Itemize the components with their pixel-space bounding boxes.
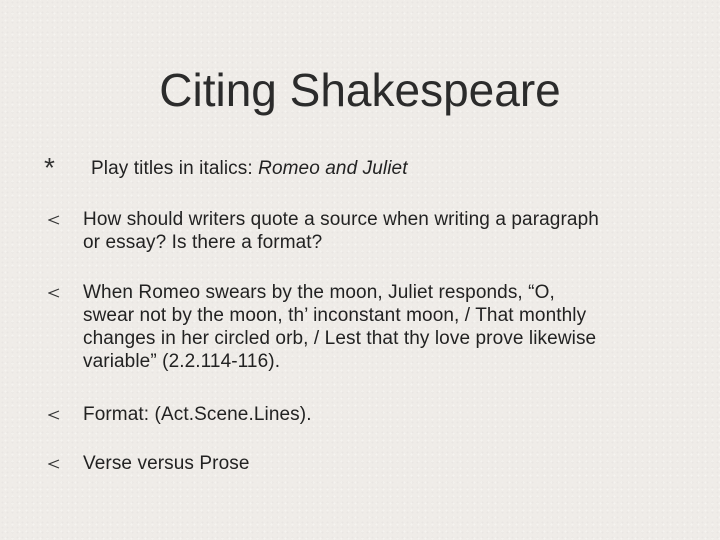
bullet-line: changes in her circled orb, / Lest that thy love prove likewise (83, 328, 597, 349)
bullet-line: or essay? Is there a format? (83, 232, 323, 253)
bullet-line: variable” (2.2.114-116). (83, 351, 281, 372)
bullet-line: swear not by the moon, th’ inconstant moon, / That monthly (83, 305, 587, 326)
bullet-text (83, 403, 683, 426)
arrow-left-icon (48, 281, 60, 298)
bullet-line: Format: (Act.Scene.Lines). (83, 404, 312, 425)
bullet-text (83, 208, 683, 254)
bullet-line: When Romeo swears by the moon, Juliet responds, “O, (83, 282, 555, 303)
slide-title: Citing Shakespeare (159, 64, 561, 116)
arrow-left-icon (48, 452, 60, 469)
bullet-text-prefix: Play titles in italics: (91, 158, 259, 179)
play-title-italic: Romeo and Juliet (258, 158, 408, 179)
arrow-left-icon (48, 208, 60, 225)
bullet-text (91, 157, 691, 180)
bullet-text (83, 281, 683, 373)
bullet-text (83, 452, 683, 475)
arrow-left-icon (48, 403, 60, 420)
asterisk-bullet-icon: * (44, 152, 55, 183)
bullet-line: Verse versus Prose (83, 453, 250, 474)
bullet-line: How should writers quote a source when writing a paragraph (83, 209, 599, 230)
